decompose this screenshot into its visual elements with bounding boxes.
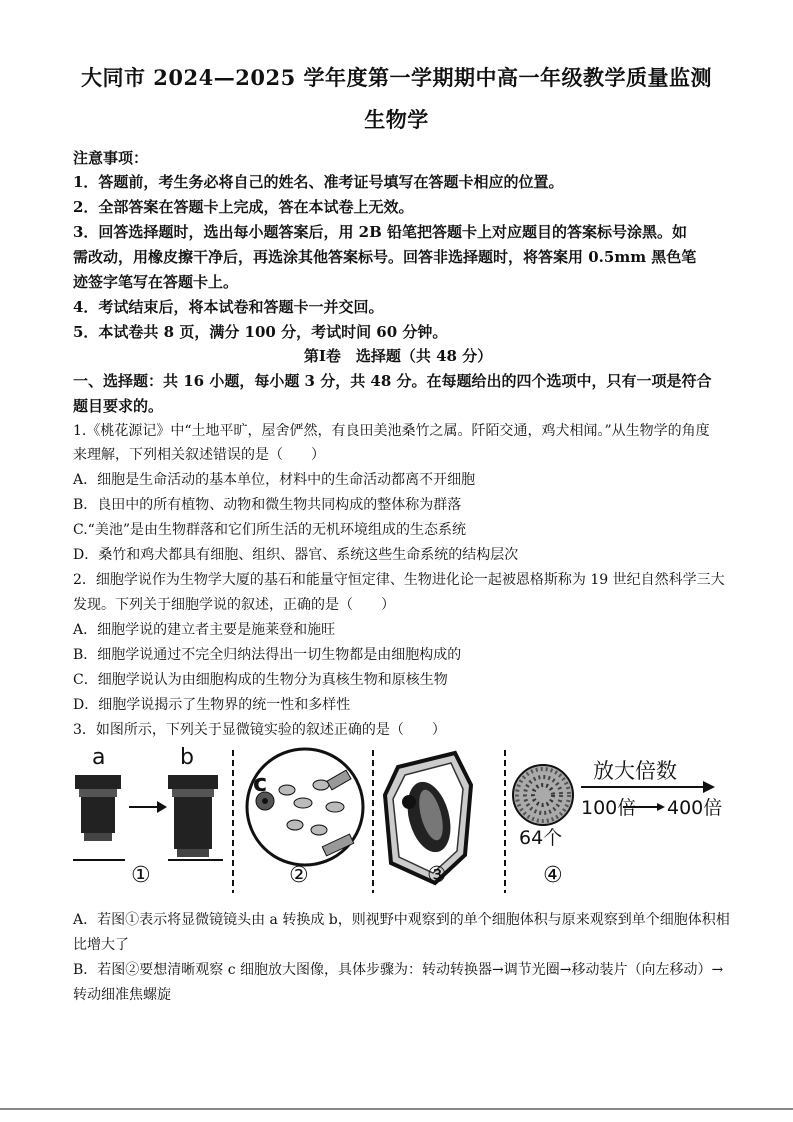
q2-option-a: A．细胞学说的建立者主要是施莱登和施旺	[73, 622, 336, 638]
section-intro: 题目要求的。	[73, 397, 164, 415]
cell-field-dotted	[513, 765, 573, 825]
caption-4: ④	[543, 863, 563, 888]
subject-title: 生物学	[364, 107, 429, 132]
q3-option-b: B．若图②要想清晰观察 c 细胞放大图像，具体步骤为：转动转换器→调节光圈→移动装片（向左移动）→	[73, 962, 724, 978]
q3-option-b-cont: 转动细准焦螺旋	[73, 987, 171, 1003]
q2-option-b: B．细胞学说通过不完全归纳法得出一切生物都是由细胞构成的	[73, 647, 462, 663]
notice-item: 5．本试卷共 8 页，满分 100 分，考试时间 60 分钟。	[73, 323, 448, 341]
q1-option-b: B．良田中的所有植物、动物和微生物共同构成的整体称为群落	[73, 497, 462, 513]
notice-item: 1．答题前，考生务必将自己的姓名、准考证号填写在答题卡相应的位置。	[73, 173, 564, 191]
q1-stem: 1.《桃花源记》中“土地平旷，屋舍俨然，有良田美池桑竹之属。阡陌交通，鸡犬相闻。”从生物学的角度	[73, 423, 710, 439]
exam-title: 大同市 2024—2025 学年度第一学期期中高一年级教学质量监测	[80, 65, 712, 90]
notice-item: 2．全部答案在答题卡上完成，答在本试卷上无效。	[73, 198, 414, 216]
notice-item: 3．回答选择题时，选出每小题答案后，用 2B 铅笔把答题卡上对应题目的答案标号涂黑。如	[73, 223, 688, 241]
objective-lens-b	[168, 775, 218, 857]
cell-count: 64个	[519, 827, 563, 849]
label-c: c	[253, 769, 268, 797]
q3-option-a: A．若图①表示将显微镜镜头由 a 转换成 b，则视野中观察到的单个细胞体积与原来观察到单个细胞体积相	[73, 912, 730, 928]
caption-3: ③	[427, 863, 447, 888]
arrow-icon	[129, 801, 167, 813]
caption-1: ①	[131, 863, 151, 888]
caption-2: ②	[289, 863, 309, 888]
notice-item: 迹签字笔写在答题卡上。	[73, 273, 239, 291]
magnify-from: 100倍	[581, 797, 637, 819]
label-b: b	[180, 745, 194, 770]
q1-option-c: C.“美池”是由生物群落和它们所生活的无机环境组成的生态系统	[73, 522, 466, 538]
notice-item: 需改动，用橡皮擦干净后，再选涂其他答案标号。回答非选择题时，将答案用 0.5mm 黑色笔	[73, 248, 697, 266]
q1-stem: 来理解，下列相关叙述错误的是（ ）	[73, 447, 325, 463]
q3-stem: 3．如图所示，下列关于显微镜实验的叙述正确的是（ ）	[73, 722, 446, 738]
field-of-view-circle	[247, 749, 363, 865]
notice-heading: 注意事项：	[73, 149, 149, 167]
q1-option-a: A．细胞是生命活动的基本单位，材料中的生命活动都离不开细胞	[73, 472, 476, 488]
q1-option-d: D．桑竹和鸡犬都具有细胞、组织、器官、系统这些生命系统的结构层次	[73, 547, 519, 563]
objective-lens-a	[75, 775, 121, 841]
label-a: a	[92, 745, 106, 770]
q3-figure	[73, 745, 723, 895]
q2-stem: 2．细胞学说作为生物学大厦的基石和能量守恒定律、生物进化论一起被恩格斯称为 19 世纪自然科学三大	[73, 572, 725, 588]
section-intro: 一、选择题：共 16 小题，每小题 3 分，共 48 分。在每题给出的四个选项中，只有一项是符合	[73, 372, 712, 390]
magnify-to: 400倍	[667, 797, 723, 819]
q2-stem: 发现。下列关于细胞学说的叙述，正确的是（ ）	[73, 597, 395, 613]
notice-item: 4．考试结束后，将本试卷和答题卡一并交回。	[73, 298, 384, 316]
page-bottom-rule	[0, 1108, 793, 1110]
q2-option-c: C．细胞学说认为由细胞构成的生物分为真核生物和原核生物	[73, 672, 448, 688]
q3-option-a-cont: 比增大了	[73, 937, 129, 953]
q2-option-d: D．细胞学说揭示了生物界的统一性和多样性	[73, 697, 351, 713]
magnify-title: 放大倍数	[593, 759, 677, 783]
section-title: 第Ⅰ卷 选择题（共 48 分）	[303, 347, 493, 365]
